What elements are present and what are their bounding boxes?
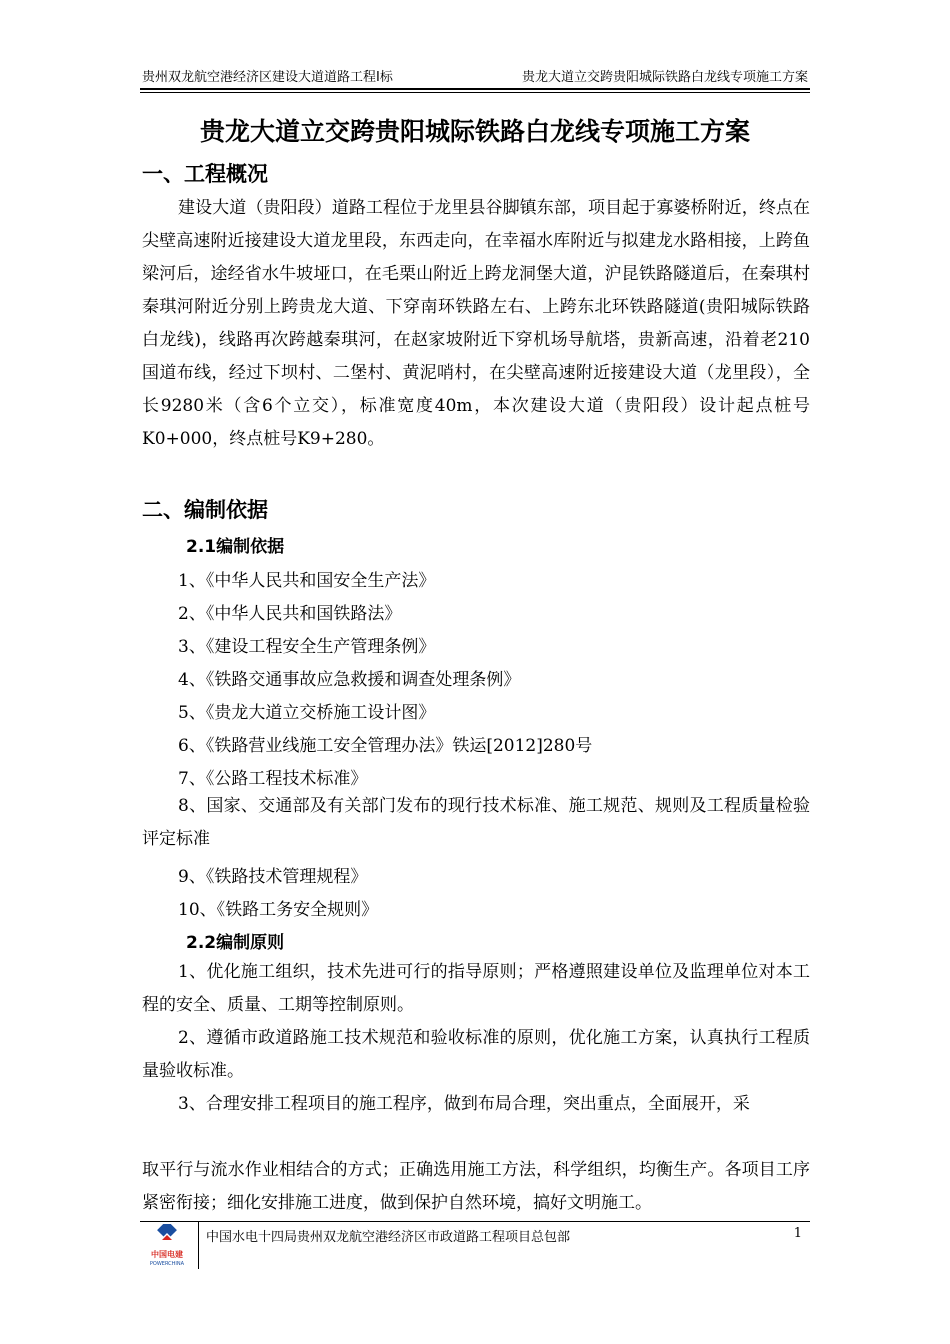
- powerchina-logo: [140, 1224, 194, 1268]
- header-rule-thick: [140, 88, 810, 90]
- basis-item-1: 1、《中华人民共和国安全生产法》: [178, 571, 436, 591]
- basis-item-8: 8、国家、交通部及有关部门发布的现行技术标准、施工规范、规则及工程质量检验评定标准: [142, 796, 810, 849]
- principle-item-2: 2、遵循市政道路施工技术规范和验收标准的原则，优化施工方案，认真执行工程质量验收标准。: [142, 1028, 810, 1081]
- header-right: 贵龙大道立交跨贵阳城际铁路白龙线专项施工方案: [521, 70, 808, 85]
- basis-item-2: 2、《中华人民共和国铁路法》: [178, 604, 402, 624]
- section1-heading: 一、工程概况: [142, 162, 268, 186]
- basis-item-6: 6、《铁路营业线施工安全管理办法》铁运[2012]280号: [178, 736, 593, 756]
- basis-item-7: 7、《公路工程技术标准》: [178, 769, 368, 789]
- logo-text: 中国电建: [151, 1250, 183, 1259]
- basis-item-5: 5、《贵龙大道立交桥施工设计图》: [178, 703, 436, 723]
- basis-item-3: 3、《建设工程安全生产管理条例》: [178, 637, 436, 657]
- principle-item-3: 3、合理安排工程项目的施工程序，做到布局合理，突出重点，全面展开，采: [178, 1094, 750, 1114]
- basis-item-10: 10、《铁路工务安全规则》: [178, 900, 379, 920]
- section1-paragraph: 建设大道（贵阳段）道路工程位于龙里县谷脚镇东部，项目起于寡婆桥附近，终点在尖壁高速附近接建设大道龙里段，东西走向，在幸福水库附近与拟建龙水路相接，上跨鱼梁河后，途经省水牛坡垭口，在毛栗山附近上跨龙洞堡大道，沪昆铁路隧道后，在秦琪村秦琪河附近分别上跨贵龙大道、下穿南环铁路左右、上跨东北环铁路隧道(贵阳城际铁路白龙线)，线路再次跨越秦琪河，在赵家坡附近下穿机场导航塔，贵新高速，沿着老210国道布线，经过下坝村、二堡村、黄泥哨村，在尖壁高速附近接建设大道（龙里段），全长9280米（含6个立交），标准宽度40m，本次建设大道（贵阳段）设计起点桩号K0+000，终点桩号K9+280。: [142, 198, 810, 449]
- header-rule-thin: [140, 92, 810, 93]
- powerchina-logo-icon: [140, 1224, 194, 1268]
- section2-heading: 二、编制依据: [142, 498, 268, 522]
- footer-divider: [198, 1221, 199, 1269]
- footer-rule: [140, 1221, 810, 1222]
- footer-text: 中国水电十四局贵州双龙航空港经济区市政道路工程项目总包部: [206, 1230, 571, 1245]
- logo-subtext: POWERCHINA: [149, 1261, 185, 1267]
- header-left: 贵州双龙航空港经济区建设大道道路工程Ⅰ标: [142, 70, 393, 85]
- document-title: 贵龙大道立交跨贵阳城际铁路白龙线专项施工方案: [199, 117, 750, 146]
- principle-item-1: 1、优化施工组织，技术先进可行的指导原则；严格遵照建设单位及监理单位对本工程的安全、质量、工期等控制原则。: [142, 962, 810, 1015]
- basis-item-4: 4、《铁路交通事故应急救援和调查处理条例》: [178, 670, 521, 690]
- subsection-2-2-heading: 2.2编制原则: [186, 933, 285, 953]
- subsection-2-1-heading: 2.1编制依据: [186, 537, 285, 557]
- page-number: 1: [793, 1226, 802, 1241]
- principle-item-3-continued: 取平行与流水作业相结合的方式；正确选用施工方法，科学组织，均衡生产。各项目工序紧密衔接；细化安排施工进度，做到保护自然环境，搞好文明施工。: [142, 1160, 810, 1213]
- basis-item-9: 9、《铁路技术管理规程》: [178, 867, 368, 887]
